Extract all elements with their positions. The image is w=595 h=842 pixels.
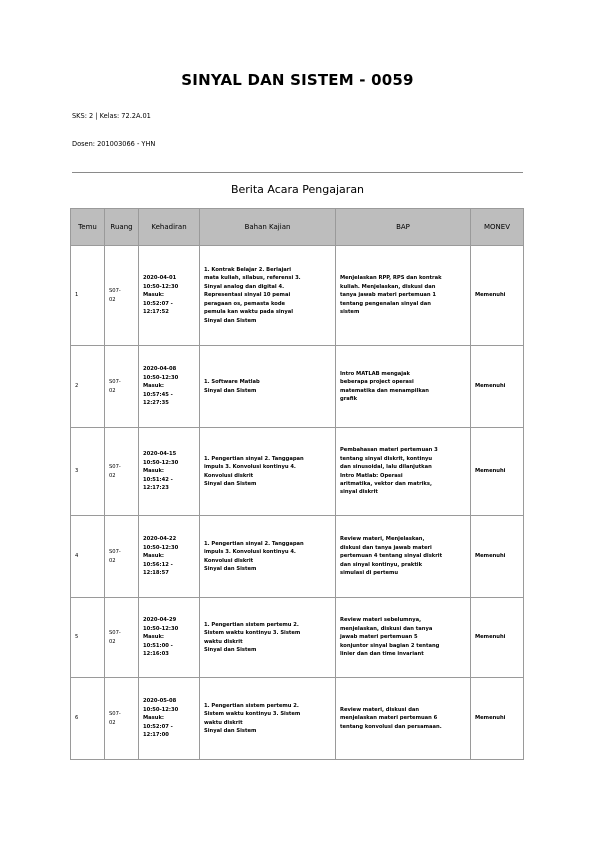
cell-bap	[336, 598, 471, 678]
cell-ruang-text: S07- 02	[109, 711, 121, 726]
cell-kehadiran-text: 2020-04-29 10:50-12:30 Masuk: 10:51:00 - 12:16:03	[143, 617, 179, 658]
header-temu: Temu	[71, 209, 105, 246]
teaching-report-table	[70, 208, 524, 760]
cell-bahan-kajian	[200, 516, 336, 598]
cell-ruang-text: S07- 02	[109, 464, 121, 479]
cell-ruang	[105, 678, 139, 760]
section-title: Berita Acara Pengajaran	[230, 183, 365, 196]
cell-bahan-kajian	[200, 598, 336, 678]
cell-bahan-kajian	[200, 428, 336, 516]
table-row	[71, 246, 524, 346]
header-ruang: Ruang	[105, 209, 139, 246]
cell-monev-text: Memenuhi	[475, 634, 506, 641]
cell-ruang	[105, 428, 139, 516]
cell-bahan-kajian	[200, 678, 336, 760]
cell-ruang-text: S07- 02	[109, 379, 121, 394]
cell-temu-text: 5	[75, 634, 79, 641]
cell-temu	[71, 428, 105, 516]
cell-ruang	[105, 516, 139, 598]
cell-bahan-kajian-text: 1. Pengertian sinyal 2. Tanggapan impuls 3. Konvolusi kontinyu 4. Konvolusi diskrit Sinyal dan Sistem	[204, 455, 304, 487]
cell-bap-text: Review materi sebelumnya, menjelaskan, diskusi dan tanya jawab materi pertemuan 5 konjuntor sinyal bagian 2 tentang linier dan dan time invariant	[340, 617, 440, 658]
cell-bap	[336, 428, 471, 516]
cell-kehadiran-text: 2020-04-22 10:50-12:30 Masuk: 10:56:12 - 12:18:57	[143, 536, 179, 577]
table-row	[71, 598, 524, 678]
cell-bap	[336, 346, 471, 428]
cell-bahan-kajian-text: 1. Pengertian sinyal 2. Tanggapan impuls 3. Konvolusi kontinyu 4. Konvolusi diskrit Sinyal dan Sistem	[204, 540, 304, 572]
cell-bahan-kajian-text: 1. Pengertian sistem pertemu 2. Sistem waktu kontinyu 3. Sistem waktu diskrit Sinyal dan Sistem	[204, 621, 301, 653]
cell-kehadiran	[139, 678, 200, 760]
cell-monev-text: Memenuhi	[475, 383, 506, 390]
cell-kehadiran-text: 2020-05-08 10:50-12:30 Masuk: 10:52:07 - 12:17:00	[143, 698, 179, 739]
cell-bahan-kajian	[200, 246, 336, 346]
cell-ruang-text: S07- 02	[109, 549, 121, 564]
cell-bap	[336, 246, 471, 346]
cell-temu-text: 2	[75, 383, 79, 390]
cell-bap-text: Review materi, Menjelaskan, diskusi dan tanya jawab materi pertemuan 4 tentang sinyal diskrit dan sinyal kontinyu, praktik simulasi di pertemu	[340, 536, 443, 577]
cell-bahan-kajian	[200, 346, 336, 428]
document-title: SINYAL DAN SISTEM - 0059	[181, 71, 414, 89]
cell-ruang-text: S07- 02	[109, 630, 121, 645]
cell-kehadiran-text: 2020-04-01 10:50-12:30 Masuk: 10:52:07 - 12:17:52	[143, 275, 179, 316]
cell-ruang	[105, 246, 139, 346]
cell-temu	[71, 516, 105, 598]
cell-monev-text: Memenuhi	[475, 715, 506, 722]
divider	[72, 172, 523, 173]
cell-bahan-kajian-text: 1. Software Matlab Sinyal dan Sistem	[204, 379, 260, 394]
cell-temu	[71, 598, 105, 678]
cell-ruang	[105, 346, 139, 428]
table-row	[71, 346, 524, 428]
table-row	[71, 428, 524, 516]
cell-bap-text: Review materi, diskusi dan menjelaskan materi pertemuan 6 tentang konvolusi dan persamaan.	[340, 706, 442, 730]
header-kehadiran: Kehadiran	[139, 209, 200, 246]
cell-bap-text: Intro MATLAB mengajak beberapa project operasi matematika dan menampilkan grafik	[340, 370, 429, 402]
cell-monev-text: Memenuhi	[475, 553, 506, 560]
sks-class-line: SKS: 2 | Kelas: 72.2A.01	[72, 112, 151, 120]
cell-monev	[471, 678, 524, 760]
cell-kehadiran-text: 2020-04-15 10:50-12:30 Masuk: 10:51:42 - 12:17:23	[143, 451, 179, 492]
cell-monev	[471, 428, 524, 516]
cell-temu-text: 1	[75, 292, 79, 299]
cell-bap	[336, 516, 471, 598]
header-monev: MONEV	[471, 209, 524, 246]
cell-monev	[471, 346, 524, 428]
cell-kehadiran	[139, 246, 200, 346]
cell-temu	[71, 246, 105, 346]
cell-bap	[336, 678, 471, 760]
cell-kehadiran	[139, 428, 200, 516]
cell-kehadiran	[139, 346, 200, 428]
header-bap: BAP	[336, 209, 471, 246]
cell-ruang	[105, 598, 139, 678]
table-row	[71, 516, 524, 598]
cell-temu-text: 4	[75, 553, 79, 560]
cell-temu	[71, 346, 105, 428]
cell-monev-text: Memenuhi	[475, 292, 506, 299]
cell-bap-text: Pembahasan materi pertemuan 3 tentang sinyal diskrit, kontinyu dan sinusoidal, lalu dilanjutkan Intro Matlab: Operasi aritmatika, vektor dan matriks, sinyal diskrit	[340, 447, 438, 496]
cell-temu-text: 6	[75, 715, 79, 722]
cell-monev	[471, 246, 524, 346]
table-header-row	[71, 209, 524, 246]
cell-bahan-kajian-text: 1. Kontrak Belajar 2. Berlajari mata kuliah, silabus, referensi 3. Sinyal analog dan digital 4. Representasi sinyal 10 pemai peragaan os, pemasta kode pemula kan waktu pada sinyal Sinyal dan Sistem	[204, 267, 301, 324]
lecturer-line: Dosen: 201003066 - YHN	[72, 140, 156, 148]
header-bahan-kajian: Bahan Kajian	[200, 209, 336, 246]
cell-temu	[71, 678, 105, 760]
cell-monev-text: Memenuhi	[475, 468, 506, 475]
table-row	[71, 678, 524, 760]
cell-monev	[471, 516, 524, 598]
cell-kehadiran	[139, 598, 200, 678]
cell-temu-text: 3	[75, 468, 79, 475]
cell-ruang-text: S07- 02	[109, 288, 121, 303]
cell-kehadiran-text: 2020-04-08 10:50-12:30 Masuk: 10:57:45 - 12:27:35	[143, 366, 179, 407]
cell-kehadiran	[139, 516, 200, 598]
cell-bap-text: Menjelaskan RPP, RPS dan kontrak kuliah. Menjelaskan, diskusi dan tanya jawab materi pertemuan 1 tentang pengenalan sinyal dan sistem	[340, 275, 442, 316]
cell-bahan-kajian-text: 1. Pengertian sistem pertemu 2. Sistem waktu kontinyu 3. Sistem waktu diskrit Sinyal dan Sistem	[204, 702, 301, 734]
cell-monev	[471, 598, 524, 678]
